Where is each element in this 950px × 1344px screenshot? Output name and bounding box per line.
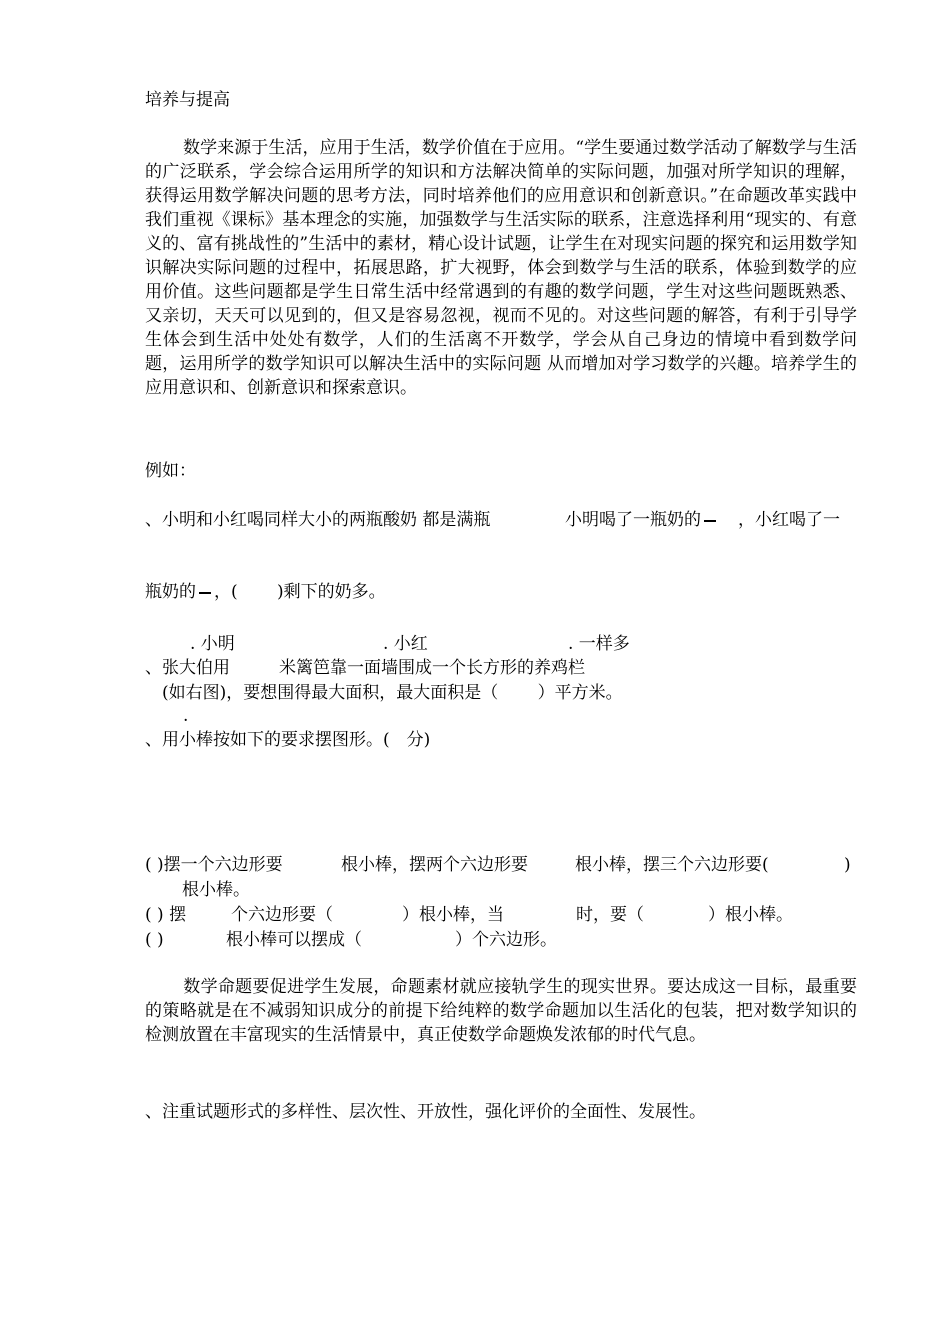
example-label: 例如： [145, 461, 196, 481]
q1-line1-b-text: 小明喝了一瓶奶的 [565, 510, 701, 530]
q3-sub1-b: 根小棒，摆两个六边形要 [341, 855, 528, 875]
q2-line1-b: 米篱笆靠一面墙围成一个长方形的养鸡栏 [279, 658, 585, 678]
q3-intro: 、用小棒按如下的要求摆图形。( 分) [145, 730, 431, 750]
q3-sub2-b: 个六边形要（ [231, 905, 333, 925]
q1-line1-a: 、小明和小红喝同样大小的两瓶酸奶 都是满瓶 [145, 510, 491, 530]
q2-line3: . [183, 706, 189, 726]
q3-sub3-a: ( ) [145, 930, 164, 950]
section-title: 培养与提高 [145, 90, 230, 110]
fraction-bar [199, 592, 211, 594]
fraction-bar [704, 520, 716, 522]
q1-line1-b [565, 508, 719, 532]
q3-sub2-a: ( ) 摆 [145, 905, 187, 925]
q3-sub1-a: ( )摆一个六边形要 [145, 855, 283, 875]
closing-paragraph [145, 975, 857, 1047]
q1-line2-b: ，( )剩下的奶多。 [214, 582, 386, 602]
q3-sub2-c: ）根小棒，当 [402, 905, 504, 925]
q1-line2-a: 瓶奶的 [145, 582, 196, 602]
q1-line2 [145, 580, 386, 604]
q3-sub1-c: 根小棒，摆三个六边形要( [575, 855, 769, 875]
intro-paragraph-text: 数学来源于生活，应用于生活，数学价值在于应用。“学生要通过数学活动了解数学与生活的广泛联系，学会综合运用所学的知识和方法解决简单的实际问题，加强对所学知识的理解，获得运用数学解决问题的思考方法，同时培养他们的应用意识和创新意识。”在命题改革实践中我们重视《课标》基本理念的实施，加强数学与生活实际的联系，注意选择利用“现实的、有意义的、富有挑战性的”生活中的素材，精心设计试题，让学生在对现实问题的探究和运用数学知识解决实际问题的过程中，拓展思路，扩大视野，体会到数学与生活的联系，体验到数学的应用价值。这些问题都是学生日常生活中经常遇到的有趣的数学问题，学生对这些问题既熟悉、又亲切，天天可以见到的，但又是容易忽视，视而不见的。对这些问题的解答，有利于引导学生体会到生活中处处有数学，人们的生活离不开数学，学会从自己身边的情境中看到数学问题，运用所学的数学知识可以解决生活中的实际问题 从而增加对学习数学的兴趣。培养学生的应用意识和、创新意识和探索意识。 [145, 138, 857, 398]
intro-paragraph [145, 136, 857, 400]
q2-line1-a: 、张大伯用 [145, 658, 230, 678]
q3-sub1-d: ) [844, 855, 851, 875]
closing-paragraph-text: 数学命题要促进学生发展，命题素材就应接轨学生的现实世界。要达成这一目标，最重要的策略就是在不减弱知识成分的前提下给纯粹的数学命题加以生活化的包装，把对数学知识的检测放置在丰富现实的生活情景中，真正使数学命题焕发浓郁的时代气息。 [145, 977, 857, 1045]
q3-sub1-cont: 根小棒。 [182, 880, 250, 900]
q1-option-a: . 小明 [190, 634, 235, 654]
q1-option-c: . 一样多 [568, 634, 630, 654]
key-point: 、注重试题形式的多样性、层次性、开放性，强化评价的全面性、发展性。 [145, 1102, 706, 1122]
q2-line2: (如右图)，要想围得最大面积，最大面积是（ ）平方米。 [162, 683, 623, 703]
q1-option-b: . 小红 [383, 634, 428, 654]
q1-line1-c: ，小红喝了一 [738, 510, 840, 530]
q3-sub3-b: 根小棒可以摆成（ [226, 930, 362, 950]
q3-sub3-c: ）个六边形。 [455, 930, 557, 950]
q3-sub2-e: ）根小棒。 [708, 905, 793, 925]
q3-sub2-d: 时，要（ [576, 905, 644, 925]
